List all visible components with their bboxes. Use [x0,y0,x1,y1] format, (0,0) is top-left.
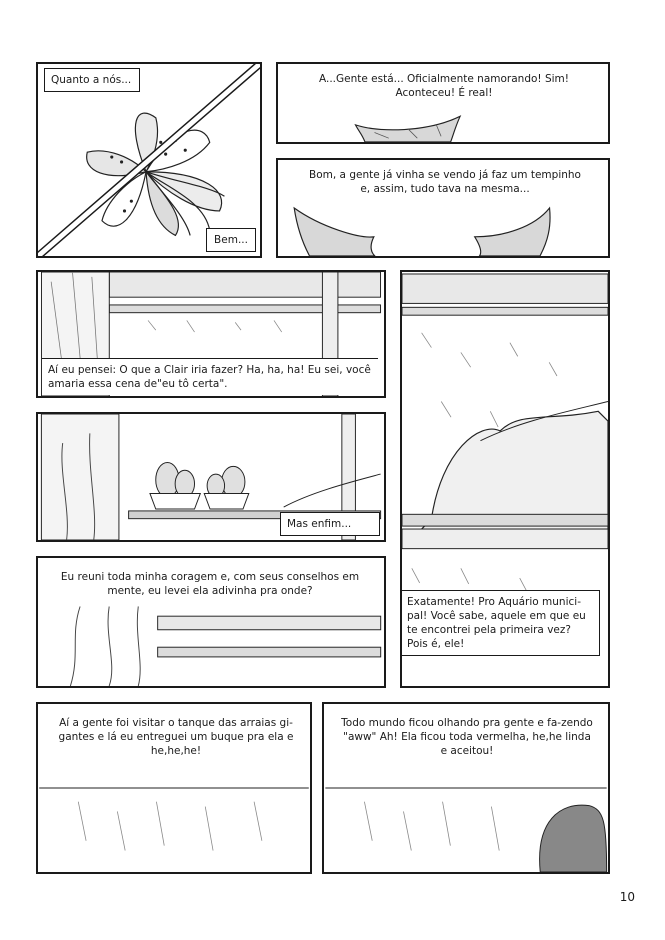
panel-lily [36,62,262,258]
caption-seeing-each-other: Bom, a gente já vinha se vendo já faz um tempinho e, assim, tudo tava na mesma... [300,164,590,200]
caption-courage: Eu reuni toda minha coragem e, com seus conselhos em mente, eu levei ela adivinha pra onde? [52,566,368,602]
caption-quanto-a-nos: Quanto a nós... [44,68,140,92]
caption-exactly-aquarium: Exatamente! Pro Aquário munici-pal! Você sabe, aquele em que eu te encontrei pela primeira vez? Pois é, ele! [400,590,600,656]
panel-announcement [276,62,610,144]
caption-ray-tank: Aí a gente foi visitar o tanque das arraias gi-gantes e lá eu entreguei um buque pra ela e he,he,he! [46,712,306,762]
panel-ray-tank [36,702,312,874]
panel-cacti [36,412,386,542]
cactus-left [150,462,200,509]
caption-accepted: Todo mundo ficou olhando pra gente e fa-zendo "aww" Ah! Ela ficou toda vermelha, he,he linda e aceitou! [334,712,600,762]
caption-officially-dating: A...Gente está... Oficialmente namorando! Sim! Aconteceu! É real! [292,68,596,104]
panel-seeing-each-other [276,158,610,258]
page-number: 10 [619,890,635,904]
panel-window-thinking [36,270,386,398]
panel-window-sitting [400,270,610,688]
caption-clair-thought: Aí eu pensei: O que a Clair iria fazer? Ha, ha, ha! Eu sei, você amaria essa cena de"eu tô certa". [42,358,378,395]
caption-bem: Bem... [206,228,256,252]
panel-accepted [322,702,610,874]
panel-courage [36,556,386,688]
caption-mas-enfim: Mas enfim... [280,512,380,536]
